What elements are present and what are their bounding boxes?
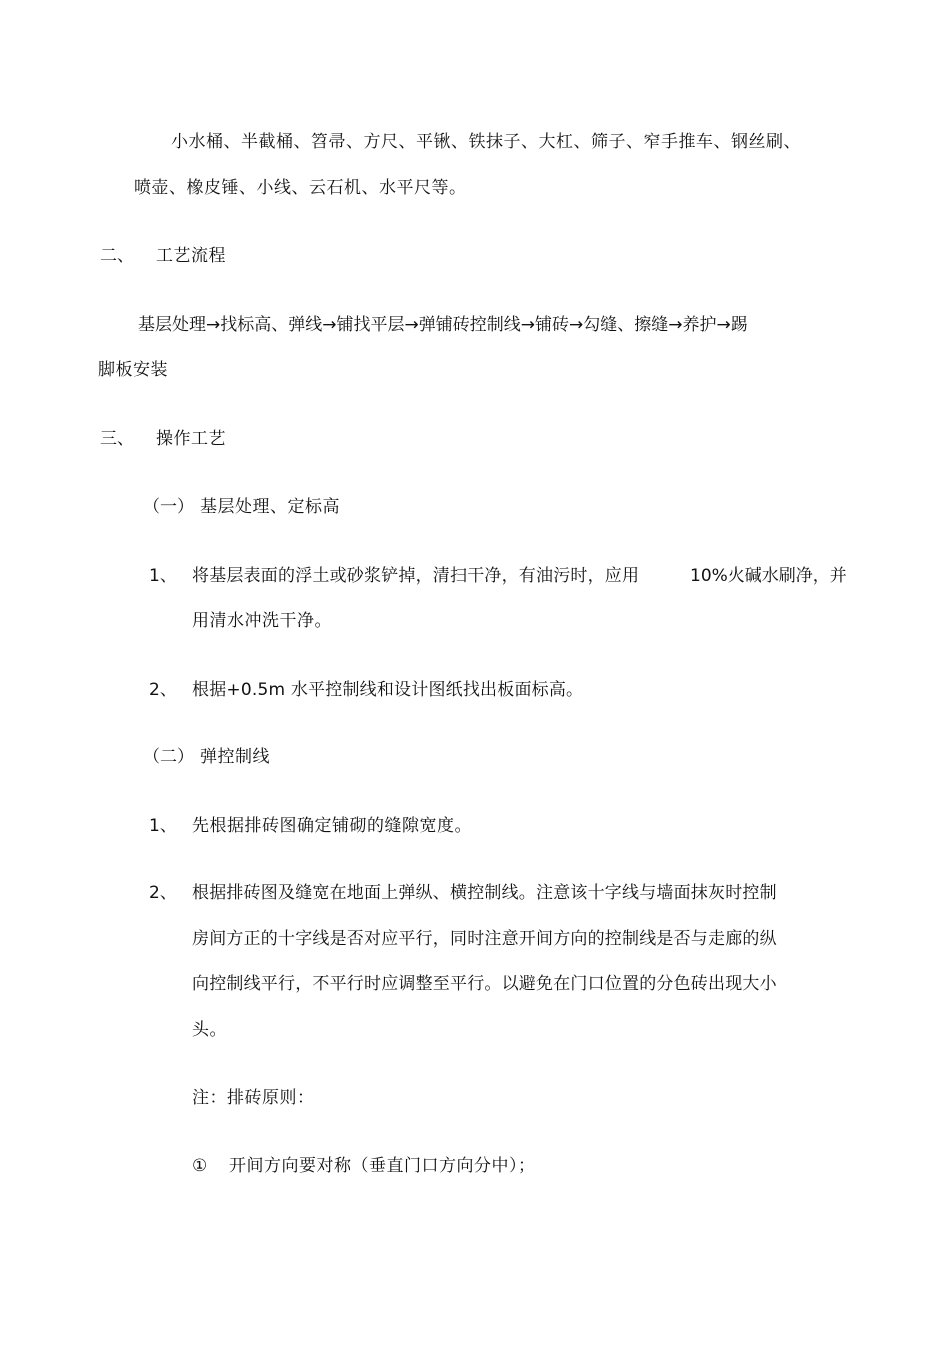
sub1-item-1-line-2: 用清水冲洗干净。 (192, 611, 332, 631)
sub2-item-1-number: 1、 (149, 816, 177, 836)
subsection-1-title: 基层处理、定标高 (200, 497, 340, 517)
subsection-1-number: （一） (143, 497, 194, 517)
process-flow-line-1: 基层处理→找标高、弹线→铺找平层→弹铺砖控制线→铺砖→勾缝、擦缝→养护→踢 (138, 315, 748, 335)
sub1-item-1-line-1: 将基层表面的浮土或砂浆铲掉，清扫干净，有油污时，应用 (192, 566, 640, 586)
process-flow-line-2: 脚板安装 (98, 360, 168, 380)
sub2-item-2-line-4: 头。 (192, 1020, 227, 1040)
tools-line-1: 小水桶、半截桶、笤帚、方尺、平锹、铁抹子、大杠、筛子、窄手推车、钢丝刷、 (171, 132, 801, 152)
tools-line-2: 喷壶、橡皮锤、小线、云石机、水平尺等。 (134, 178, 467, 198)
sub1-item-2-line-1: 根据+0.5m 水平控制线和设计图纸找出板面标高。 (192, 680, 584, 700)
sub1-item-2-number: 2、 (149, 680, 177, 700)
section-3-title: 操作工艺 (156, 429, 226, 449)
sub2-item-1-line-1: 先根据排砖图确定铺砌的缝隙宽度。 (192, 816, 472, 836)
section-3-number: 三、 (100, 429, 134, 449)
arrangement-note: 注：排砖原则： (192, 1088, 315, 1108)
section-2-number: 二、 (100, 246, 134, 266)
sub2-item-2-line-1: 根据排砖图及缝宽在地面上弹纵、横控制线。注意该十字线与墙面抹灰时控制 (192, 883, 777, 903)
principle-1-marker: ① (192, 1156, 208, 1176)
sub2-item-2-line-3: 向控制线平行，不平行时应调整至平行。以避免在门口位置的分色砖出现大小 (192, 974, 777, 994)
subsection-2-number: （二） (143, 747, 194, 767)
sub2-item-2-number: 2、 (149, 883, 177, 903)
principle-1-text: 开间方向要对称（垂直门口方向分中）； (229, 1156, 536, 1176)
subsection-2-title: 弹控制线 (200, 747, 270, 767)
sub1-item-1-number: 1、 (149, 566, 177, 586)
sub2-item-2-line-2: 房间方正的十字线是否对应平行，同时注意开间方向的控制线是否与走廊的纵 (192, 929, 777, 949)
sub1-item-1-line-1-tail: 10%火碱水刷净，并 (690, 566, 847, 586)
section-2-title: 工艺流程 (156, 246, 226, 266)
